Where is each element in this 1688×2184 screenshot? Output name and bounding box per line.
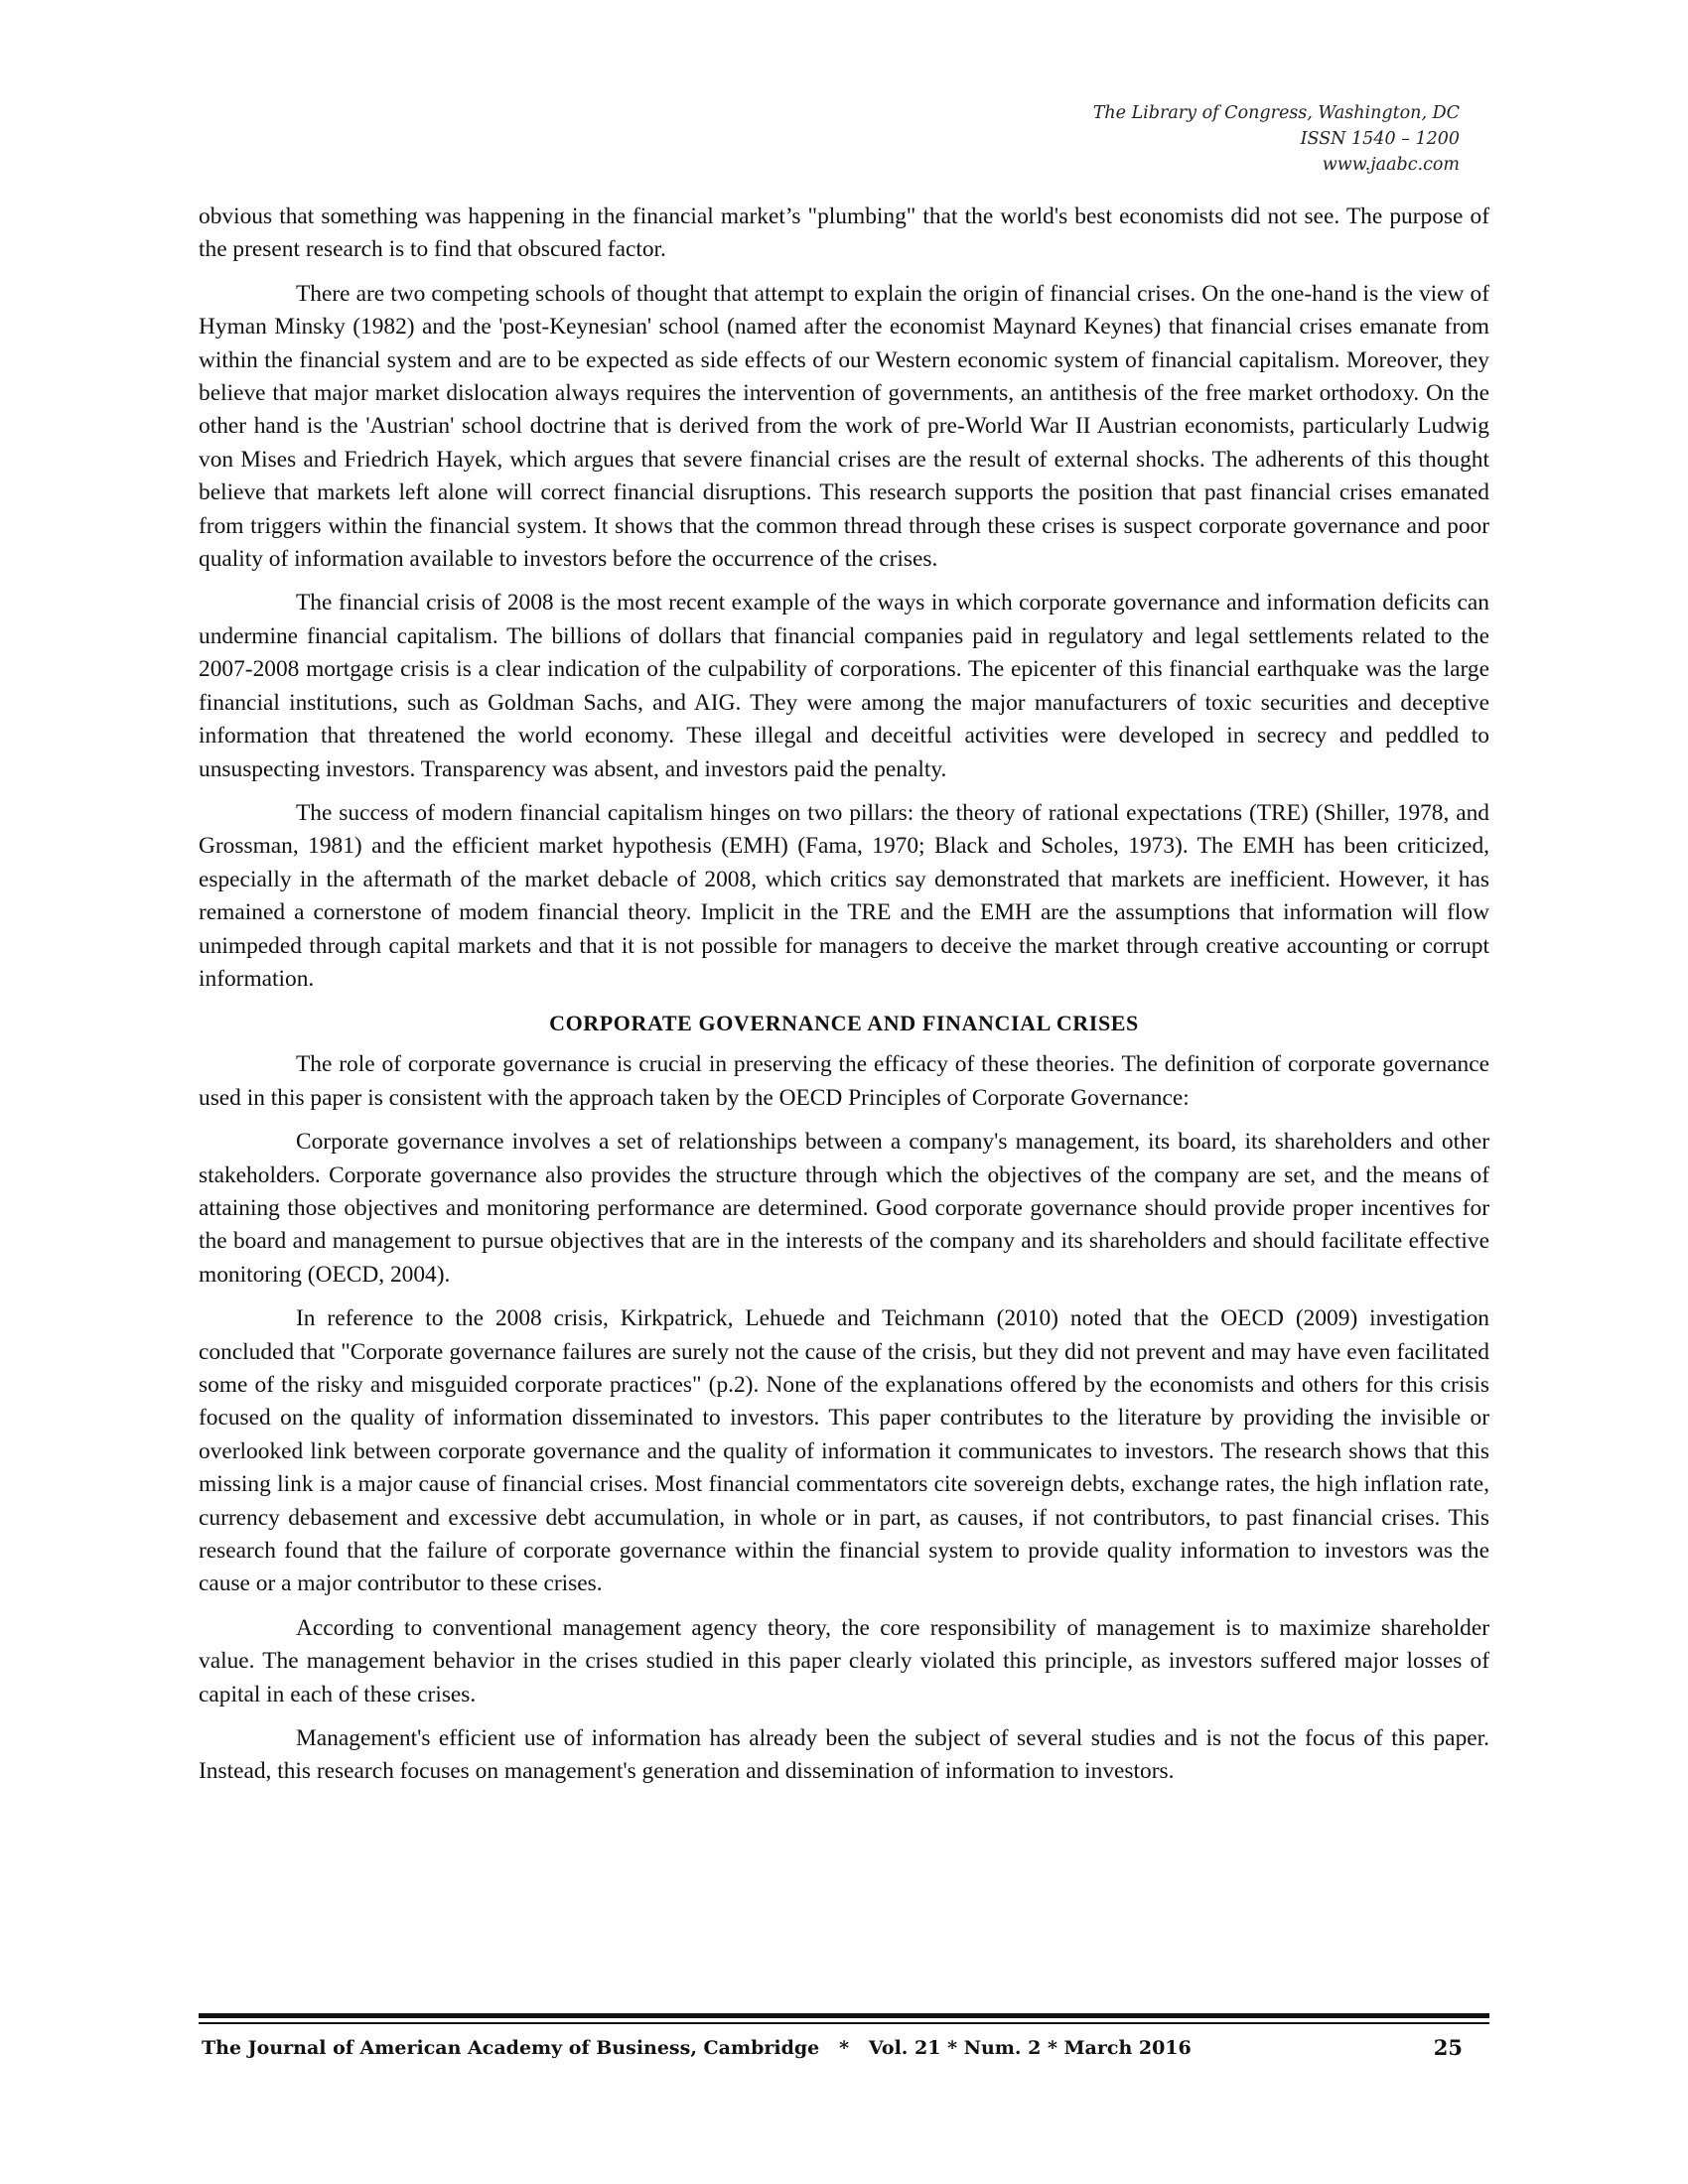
paragraph-5: The role of corporate governance is crucial in preserving the efficacy of these theories. The definition of corporate governance used in this paper is consistent with the approach taken by the OECD Principles of Corporate Governance: xyxy=(199,1051,1489,1111)
paragraph-1: obvious that something was happening in the financial market’s "plumbing" that the world's best economists did not see. The purpose of the present research is to find that obscured factor. xyxy=(199,204,1489,263)
paragraph-8: According to conventional management agency theory, the core responsibility of management is to maximize shareholder value. The management behavior in the crises studied in this paper clearly violated this principle, as investors suffered major losses of capital in each of these crises. xyxy=(199,1614,1489,1707)
section-heading: CORPORATE GOVERNANCE AND FINANCIAL CRISES xyxy=(549,1011,1139,1036)
header-issn-line: ISSN 1540 – 1200 xyxy=(1300,129,1460,149)
paragraph-2: There are two competing schools of thought that attempt to explain the origin of financial crises. On the one-hand is the view of Hyman Minsky (1982) and the 'post-Keynesian' school (named after the economist Maynard Keynes) that financial crises emanate from within the financial system and are to be expected as side effects of our Western economic system of financial capitalism. Moreover, they believe that major market dislocation always requires the intervention of governments, an antithesis of the free market orthodoxy. On the other hand is the 'Austrian' school doctrine that is derived from the work of pre-World War II Austrian economists, particularly Ludwig von Mises and Friedrich Hayek, which argues that severe financial crises are the result of external shocks. The adherents of this thought believe that markets left alone will correct financial disruptions. This research supports the position that past financial crises emanated from triggers within the financial system. It shows that the common thread through these crises is suspect corporate governance and poor quality of information available to investors before the occurrence of the crises. xyxy=(199,280,1489,573)
page-number: 25 xyxy=(1433,2035,1463,2060)
header-url-line: www.jaabc.com xyxy=(1322,155,1460,175)
paragraph-3: The financial crisis of 2008 is the most recent example of the ways in which corporate governance and information deficits can undermine financial capitalism. The billions of dollars that financial companies paid in regulatory and legal settlements related to the 2007-2008 mortgage crisis is a clear indication of the culpability of corporations. The epicenter of this financial earthquake was the large financial institutions, such as Goldman Sachs, and AIG. They were among the major manufacturers of toxic securities and deceptive information that threatened the world economy. These illegal and deceitful activities were developed in secrecy and peddled to unsuspecting investors. Transparency was absent, and investors paid the penalty. xyxy=(199,590,1489,782)
footer-rule-thick xyxy=(199,2013,1489,2018)
article-body xyxy=(199,201,1489,1800)
paragraph-4: The success of modern financial capitalism hinges on two pillars: the theory of rational expectations (TRE) (Shiller, 1978, and Grossman, 1981) and the efficient market hypothesis (EMH) (Fama, 1970; Black and Scholes, 1973). The EMH has been criticized, especially in the aftermath of the market debacle of 2008, which critics say demonstrated that markets are inefficient. However, it has remained a cornerstone of modem financial theory. Implicit in the TRE and the EMH are the assumptions that information will flow unimpeded through capital markets and that it is not possible for managers to deceive the market through creative accounting or corrupt information. xyxy=(199,799,1489,992)
block-quote: Corporate governance involves a set of relationships between a company's management, its board, its shareholders and other stakeholders. Corporate governance also provides the structure through which the objectives of the company are set, and the means of attaining those objectives and monitoring performance are determined. Good corporate governance should provide proper incentives for the board and management to pursue objectives that are in the interests of the company and its shareholders and should facilitate effective monitoring (OECD, 2004). xyxy=(199,1129,1489,1288)
footer-rule-thin xyxy=(199,2022,1489,2024)
running-footer xyxy=(202,2031,1482,2065)
footer-journal-citation: The Journal of American Academy of Business, Cambridge * Vol. 21 * Num. 2 * March 2016 xyxy=(202,2037,1192,2059)
paragraph-9: Management's efficient use of information has already been the subject of several studies and is not the focus of this paper. Instead, this research focuses on management's generation and dissemination of information to investors. xyxy=(199,1725,1489,1785)
running-header xyxy=(1093,100,1460,178)
header-library-line: The Library of Congress, Washington, DC xyxy=(1092,103,1460,123)
paragraph-7: In reference to the 2008 crisis, Kirkpatrick, Lehuede and Teichmann (2010) noted that the OECD (2009) investigation concluded that "Corporate governance failures are surely not the cause of the crisis, but they did not prevent and may have even facilitated some of the risky and misguided corporate practices" (p.2). None of the explanations offered by the economists and others for this crisis focused on the quality of information disseminated to investors. This paper contributes to the literature by providing the invisible or overlooked link between corporate governance and the quality of information it communicates to investors. The research shows that this missing link is a major cause of financial crises. Most financial commentators cite sovereign debts, exchange rates, the high inflation rate, currency debasement and excessive debt accumulation, in whole or in part, as causes, if not contributors, to past financial crises. This research found that the failure of corporate governance within the financial system to provide quality information to investors was the cause or a major contributor to these crises. xyxy=(199,1305,1489,1597)
